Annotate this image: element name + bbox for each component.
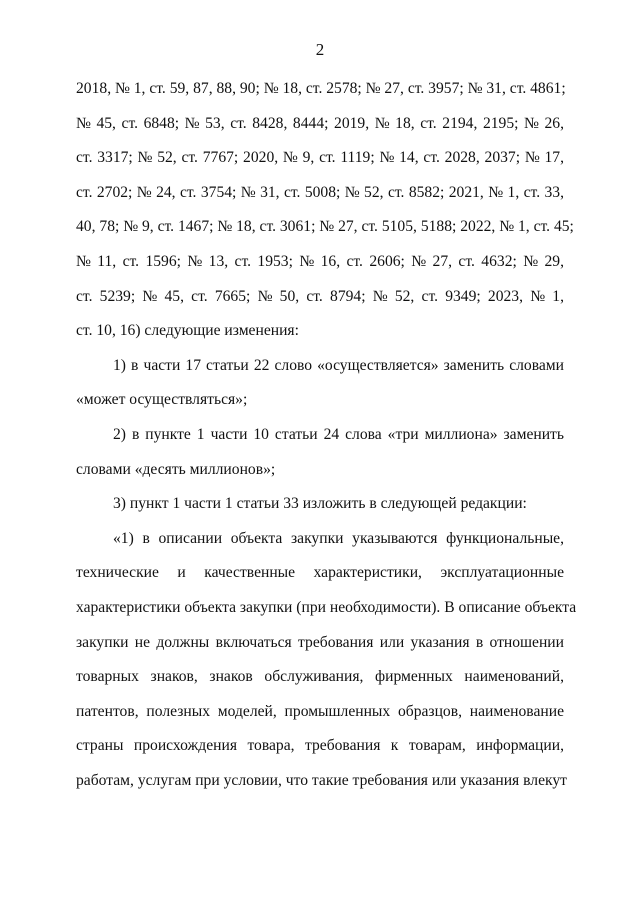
- text-line: 2018, № 1, ст. 59, 87, 88, 90; № 18, ст. 2578; № 27, ст. 3957; № 31, ст. 4861;: [76, 80, 566, 97]
- text-line: «1) в описании объекта закупки указываются функциональные,: [113, 529, 564, 547]
- document-body: [76, 72, 577, 798]
- text-line: технические и качественные характеристики, эксплуатационные: [76, 564, 564, 582]
- text-line: закупки не должны включаться требования или указания в отношении: [76, 633, 564, 651]
- text-line: № 45, ст. 6848; № 53, ст. 8428, 8444; 2019, № 18, ст. 2194, 2195; № 26,: [76, 114, 564, 132]
- text-line: № 11, ст. 1596; № 13, ст. 1953; № 16, ст. 2606; № 27, ст. 4632; № 29,: [76, 252, 564, 270]
- page-number: 2: [315, 40, 325, 59]
- text-line: словами «десять миллионов»;: [76, 460, 276, 478]
- amendment-item-3: [76, 487, 564, 522]
- text-line: работам, услугам при условии, что такие требования или указания влекут: [76, 771, 567, 789]
- text-line: 1) в части 17 статьи 22 слово «осуществляется» заменить словами: [113, 356, 564, 374]
- amendment-item-2: [76, 418, 564, 487]
- text-line: ст. 5239; № 45, ст. 7665; № 50, ст. 8794; № 52, ст. 9349; 2023, № 1,: [76, 287, 564, 305]
- text-line: 2) в пункте 1 части 10 статьи 24 слова «три миллиона» заменить: [113, 425, 564, 443]
- text-line: страны происхождения товара, требования к товарам, информации,: [76, 737, 564, 755]
- amendment-item-1: [76, 349, 564, 418]
- text-line: патентов, полезных моделей, промышленных образцов, наименование: [76, 702, 564, 720]
- text-line: 40, 78; № 9, ст. 1467; № 18, ст. 3061; № 27, ст. 5105, 5188; 2022, № 1, ст. 45;: [76, 218, 574, 236]
- quoted-new-text: [76, 522, 577, 799]
- text-line: ст. 3317; № 52, ст. 7767; 2020, № 9, ст. 1119; № 14, ст. 2028, 2037; № 17,: [76, 149, 564, 167]
- text-line: «может осуществляться»;: [76, 391, 248, 409]
- text-line: 3) пункт 1 части 1 статьи 33 изложить в следующей редакции:: [113, 495, 527, 513]
- citation-paragraph: [76, 72, 574, 349]
- text-line: ст. 10, 16) следующие изменения:: [76, 322, 299, 340]
- text-line: товарных знаков, знаков обслуживания, фирменных наименований,: [76, 668, 564, 686]
- text-line: ст. 2702; № 24, ст. 3754; № 31, ст. 5008; № 52, ст. 8582; 2021, № 1, ст. 33,: [76, 183, 564, 201]
- text-line: характеристики объекта закупки (при необходимости). В описание объекта: [76, 598, 577, 616]
